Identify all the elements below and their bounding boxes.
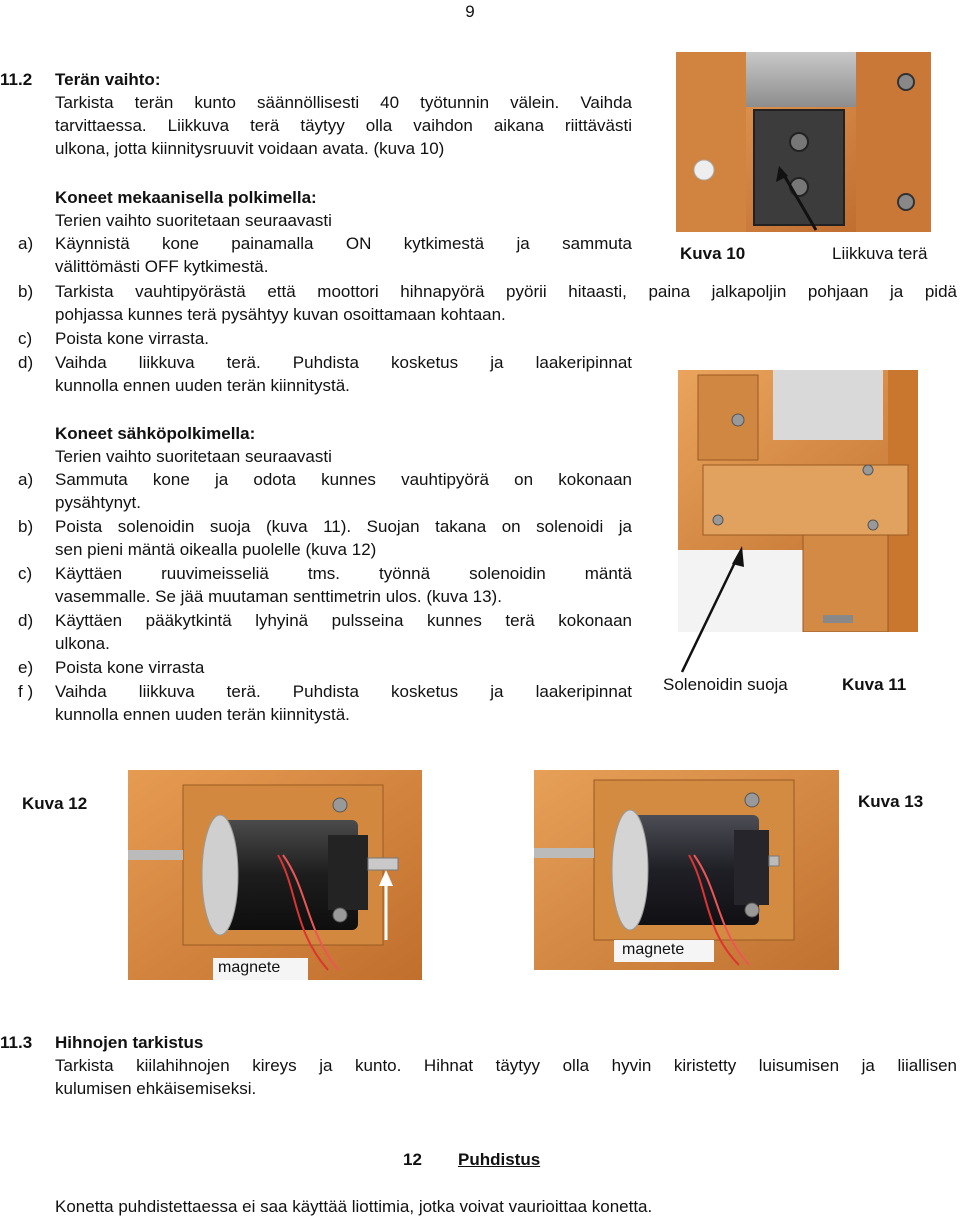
elec-c-line1: Käyttäen ruuvimeisseliä tms. työnnä solenoidin mäntä (55, 564, 632, 583)
kuva-13-photo (534, 770, 839, 970)
section-number-11-2: 11.2 (0, 70, 33, 89)
elec-c-label: c) (18, 564, 33, 583)
kuva-11-label: Solenoidin suoja (663, 675, 788, 694)
kuva-13-caption: Kuva 13 (858, 792, 924, 811)
mech-c-line1: Poista kone virrasta. (55, 329, 210, 348)
intro-line-1: Tarkista terän kunto säännöllisesti 40 työtunnin välein. Vaihda (55, 93, 632, 112)
elec-a-label: a) (18, 470, 34, 489)
mech-b-label: b) (18, 282, 34, 301)
section-number-11-3: 11.3 (0, 1033, 33, 1052)
mech-b-line1: Tarkista vauhtipyörästä että moottori hihnapyörä pyörii hitaasti, paina jalkapoljin pohjaan ja pidä (55, 282, 957, 301)
mech-b-line2: pohjassa kunnes terä pysähtyy kuvan osoittamaan kohtaan. (55, 305, 506, 324)
intro-line-2: tarvittaessa. Liikkuva terä täytyy olla vaihdon aikana riittävästi (55, 116, 632, 135)
elec-a-line1: Sammuta kone ja odota kunnes vauhtipyörä on kokonaan (55, 470, 632, 489)
elec-f-line1: Vaihda liikkuva terä. Puhdista kosketus ja laakeripinnat (55, 682, 632, 701)
s12-text: Konetta puhdistettaessa ei saa käyttää liottimia, jotka voivat vaurioittaa konetta. (55, 1197, 653, 1216)
elec-d-line2: ulkona. (55, 634, 110, 653)
elec-a-line2: pysähtynyt. (55, 493, 141, 512)
kuva-11-arrow-icon (676, 540, 756, 680)
mech-heading: Koneet mekaanisella polkimella: (55, 188, 317, 207)
s113-line2: kulumisen ehkäisemiseksi. (55, 1079, 257, 1098)
intro-line-3: ulkona, jotta kiinnitysruuvit voidaan avata. (kuva 10) (55, 139, 445, 158)
elec-b-line2: sen pieni mäntä oikealla puolelle (kuva 12) (55, 540, 377, 559)
elec-heading: Koneet sähköpolkimella: (55, 424, 256, 443)
kuva-13-photo-label: magnete (622, 941, 685, 958)
kuva-11-caption: Kuva 11 (842, 675, 907, 694)
elec-subheading: Terien vaihto suoritetaan seuraavasti (55, 447, 332, 466)
section-title-teran-vaihto: Terän vaihto: (55, 70, 161, 89)
elec-f-label: f ) (18, 682, 34, 701)
kuva-10-caption: Kuva 10 (680, 244, 746, 263)
mech-a-line2: välittömästi OFF kytkimestä. (55, 257, 269, 276)
mech-a-line1: Käynnistä kone painamalla ON kytkimestä ja sammuta (55, 234, 632, 253)
kuva-12-caption: Kuva 12 (22, 794, 88, 813)
elec-b-label: b) (18, 517, 34, 536)
elec-e-line1: Poista kone virrasta (55, 658, 205, 677)
elec-f-line2: kunnolla ennen uuden terän kiinnitystä. (55, 705, 350, 724)
s113-line1: Tarkista kiilahihnojen kireys ja kunto. Hihnat täytyy olla hyvin kiristetty luisumisen ja liiallisen (55, 1056, 957, 1075)
kuva-10-label: Liikkuva terä (832, 244, 928, 263)
kuva-10-photo (676, 52, 931, 232)
section-title-hihnojen-tarkistus: Hihnojen tarkistus (55, 1033, 204, 1052)
elec-c-line2: vasemmalle. Se jää muutaman senttimetrin ulos. (kuva 13). (55, 587, 502, 606)
section-number-12: 12 (403, 1150, 422, 1169)
mech-c-label: c) (18, 329, 33, 348)
mech-subheading: Terien vaihto suoritetaan seuraavasti (55, 211, 332, 230)
kuva-12-photo (128, 770, 422, 980)
mech-d-label: d) (18, 353, 34, 372)
kuva-12-photo-label: magnete (218, 959, 281, 976)
page-number: 9 (465, 2, 475, 21)
elec-b-line1: Poista solenoidin suoja (kuva 11). Suojan takana on solenoidi ja (55, 517, 632, 536)
mech-d-line2: kunnolla ennen uuden terän kiinnitystä. (55, 376, 350, 395)
mech-a-label: a) (18, 234, 34, 253)
elec-d-label: d) (18, 611, 34, 630)
elec-d-line1: Käyttäen pääkytkintä lyhyinä pulsseina kunnes terä kokonaan (55, 611, 632, 630)
mech-d-line1: Vaihda liikkuva terä. Puhdista kosketus ja laakeripinnat (55, 353, 632, 372)
elec-e-label: e) (18, 658, 34, 677)
section-title-puhdistus: Puhdistus (458, 1150, 541, 1169)
